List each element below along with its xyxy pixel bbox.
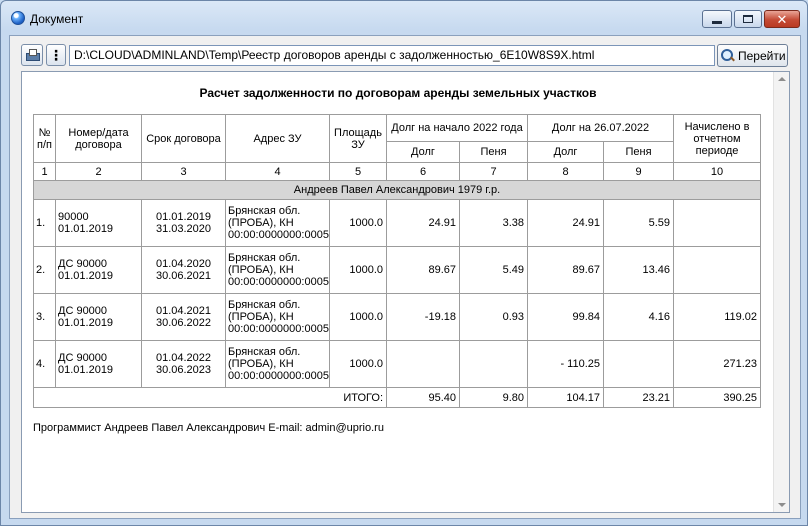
menu-button[interactable]	[46, 44, 66, 66]
contract-number: ДС 90000	[58, 305, 108, 317]
maximize-icon	[743, 15, 753, 23]
close-icon: ✕	[776, 11, 788, 27]
column-number: 7	[460, 163, 528, 181]
go-button[interactable]	[717, 44, 788, 67]
row-debt-start: 89.67	[387, 247, 460, 294]
column-number: 9	[604, 163, 674, 181]
row-contract	[56, 341, 142, 388]
row-address: Брянская обл. (ПРОБА), КН 00:00:0000000:0005	[226, 341, 330, 388]
table-row	[34, 200, 761, 247]
term-to: 30.06.2021	[155, 270, 212, 282]
row-accrued: 271.23	[674, 341, 761, 388]
term-to: 30.06.2022	[155, 317, 212, 329]
column-number: 4	[226, 163, 330, 181]
contract-date: 01.01.2019	[58, 223, 114, 235]
table-row	[34, 247, 761, 294]
term-from: 01.04.2022	[155, 352, 212, 364]
scroll-up-arrow-icon[interactable]	[778, 77, 786, 81]
row-num: 2.	[34, 247, 56, 294]
column-number: 8	[528, 163, 604, 181]
app-globe-icon	[11, 11, 25, 25]
window-title: Документ	[30, 12, 84, 26]
row-num: 4.	[34, 341, 56, 388]
contract-number: 90000	[58, 211, 89, 223]
row-debt-start	[387, 341, 460, 388]
row-address: Брянская обл. (ПРОБА), КН 00:00:0000000:0005	[226, 294, 330, 341]
footer-note: Программист Андреев Павел Александрович E-mail: admin@uprio.ru	[33, 422, 384, 434]
row-accrued: 119.02	[674, 294, 761, 341]
header-debt-date-group: Долг на 26.07.2022	[528, 115, 674, 142]
row-debt-start: 24.91	[387, 200, 460, 247]
header-debt-start: Долг	[387, 142, 460, 163]
total-penalty-start: 9.80	[460, 388, 528, 408]
report-title: Расчет задолженности по договорам аренды земельных участков	[199, 86, 597, 100]
term-to: 31.03.2020	[155, 223, 212, 235]
row-debt-date: 24.91	[528, 200, 604, 247]
term-from: 01.04.2020	[155, 258, 212, 270]
term-from: 01.01.2019	[155, 211, 212, 223]
row-area: 1000.0	[330, 247, 387, 294]
total-row	[34, 388, 761, 408]
window-client-area	[9, 35, 801, 519]
close-button[interactable]	[764, 10, 800, 28]
total-debt-start: 95.40	[387, 388, 460, 408]
row-penalty-date: 5.59	[604, 200, 674, 247]
document-viewport[interactable]	[21, 71, 790, 513]
row-num: 1.	[34, 200, 56, 247]
row-area: 1000.0	[330, 294, 387, 341]
minimize-button[interactable]	[702, 10, 732, 28]
row-term	[142, 294, 226, 341]
printer-icon	[25, 49, 39, 61]
column-number: 2	[56, 163, 142, 181]
row-debt-date: 89.67	[528, 247, 604, 294]
row-contract	[56, 294, 142, 341]
title-bar[interactable]	[1, 1, 807, 35]
group-name: Андреев Павел Александрович 1979 г.р.	[34, 181, 761, 200]
vertical-dots-icon: ⋮	[49, 47, 63, 63]
row-debt-date: - 110.25	[528, 341, 604, 388]
total-accrued: 390.25	[674, 388, 761, 408]
table-row	[34, 294, 761, 341]
row-penalty-date	[604, 341, 674, 388]
debt-table	[33, 114, 761, 408]
column-number: 1	[34, 163, 56, 181]
row-penalty-start: 0.93	[460, 294, 528, 341]
header-term: Срок договора	[142, 115, 226, 163]
header-address: Адрес ЗУ	[226, 115, 330, 163]
header-penalty-date: Пеня	[604, 142, 674, 163]
row-penalty-start: 5.49	[460, 247, 528, 294]
column-number: 5	[330, 163, 387, 181]
row-penalty-start: 3.38	[460, 200, 528, 247]
row-accrued	[674, 247, 761, 294]
row-debt-date: 99.84	[528, 294, 604, 341]
row-contract	[56, 247, 142, 294]
total-penalty-date: 23.21	[604, 388, 674, 408]
header-accrued: Начислено в отчетном периоде	[674, 115, 761, 163]
term-to: 30.06.2023	[155, 364, 212, 376]
row-debt-start: -19.18	[387, 294, 460, 341]
contract-date: 01.01.2019	[58, 364, 114, 376]
contract-number: ДС 90000	[58, 258, 108, 270]
maximize-button[interactable]	[734, 10, 762, 28]
print-button[interactable]	[21, 44, 43, 66]
header-num: № п/п	[34, 115, 56, 163]
row-penalty-date: 4.16	[604, 294, 674, 341]
row-address: Брянская обл. (ПРОБА), КН 00:00:0000000:0005	[226, 200, 330, 247]
header-contract: Номер/дата договора	[56, 115, 142, 163]
column-number: 10	[674, 163, 761, 181]
row-contract	[56, 200, 142, 247]
row-penalty-start	[460, 341, 528, 388]
address-input[interactable]: D:\CLOUD\ADMINLAND\Temp\Реестр договоров аренды с задолженностью_6E10W8S9X.html	[69, 45, 715, 66]
row-num: 3.	[34, 294, 56, 341]
term-from: 01.04.2021	[155, 305, 212, 317]
scroll-down-arrow-icon[interactable]	[778, 503, 786, 507]
row-address: Брянская обл. (ПРОБА), КН 00:00:0000000:0005	[226, 247, 330, 294]
group-row	[34, 181, 761, 200]
column-number: 3	[142, 163, 226, 181]
document-content	[22, 72, 774, 512]
minimize-icon	[712, 21, 722, 24]
row-term	[142, 341, 226, 388]
row-penalty-date: 13.46	[604, 247, 674, 294]
header-debt-date: Долг	[528, 142, 604, 163]
contract-date: 01.01.2019	[58, 270, 114, 282]
column-number: 6	[387, 163, 460, 181]
header-area: Площадь ЗУ	[330, 115, 387, 163]
row-area: 1000.0	[330, 200, 387, 247]
table-row	[34, 341, 761, 388]
go-button-label: Перейти	[738, 48, 786, 63]
row-area: 1000.0	[330, 341, 387, 388]
header-penalty-start: Пеня	[460, 142, 528, 163]
vertical-scrollbar[interactable]	[773, 72, 789, 512]
contract-date: 01.01.2019	[58, 317, 114, 329]
row-accrued	[674, 200, 761, 247]
magnifier-icon	[721, 49, 735, 63]
row-term	[142, 200, 226, 247]
row-term	[142, 247, 226, 294]
total-debt-date: 104.17	[528, 388, 604, 408]
contract-number: ДС 90000	[58, 352, 108, 364]
total-label: ИТОГО:	[34, 388, 387, 408]
header-debt-start-group: Долг на начало 2022 года	[387, 115, 528, 142]
